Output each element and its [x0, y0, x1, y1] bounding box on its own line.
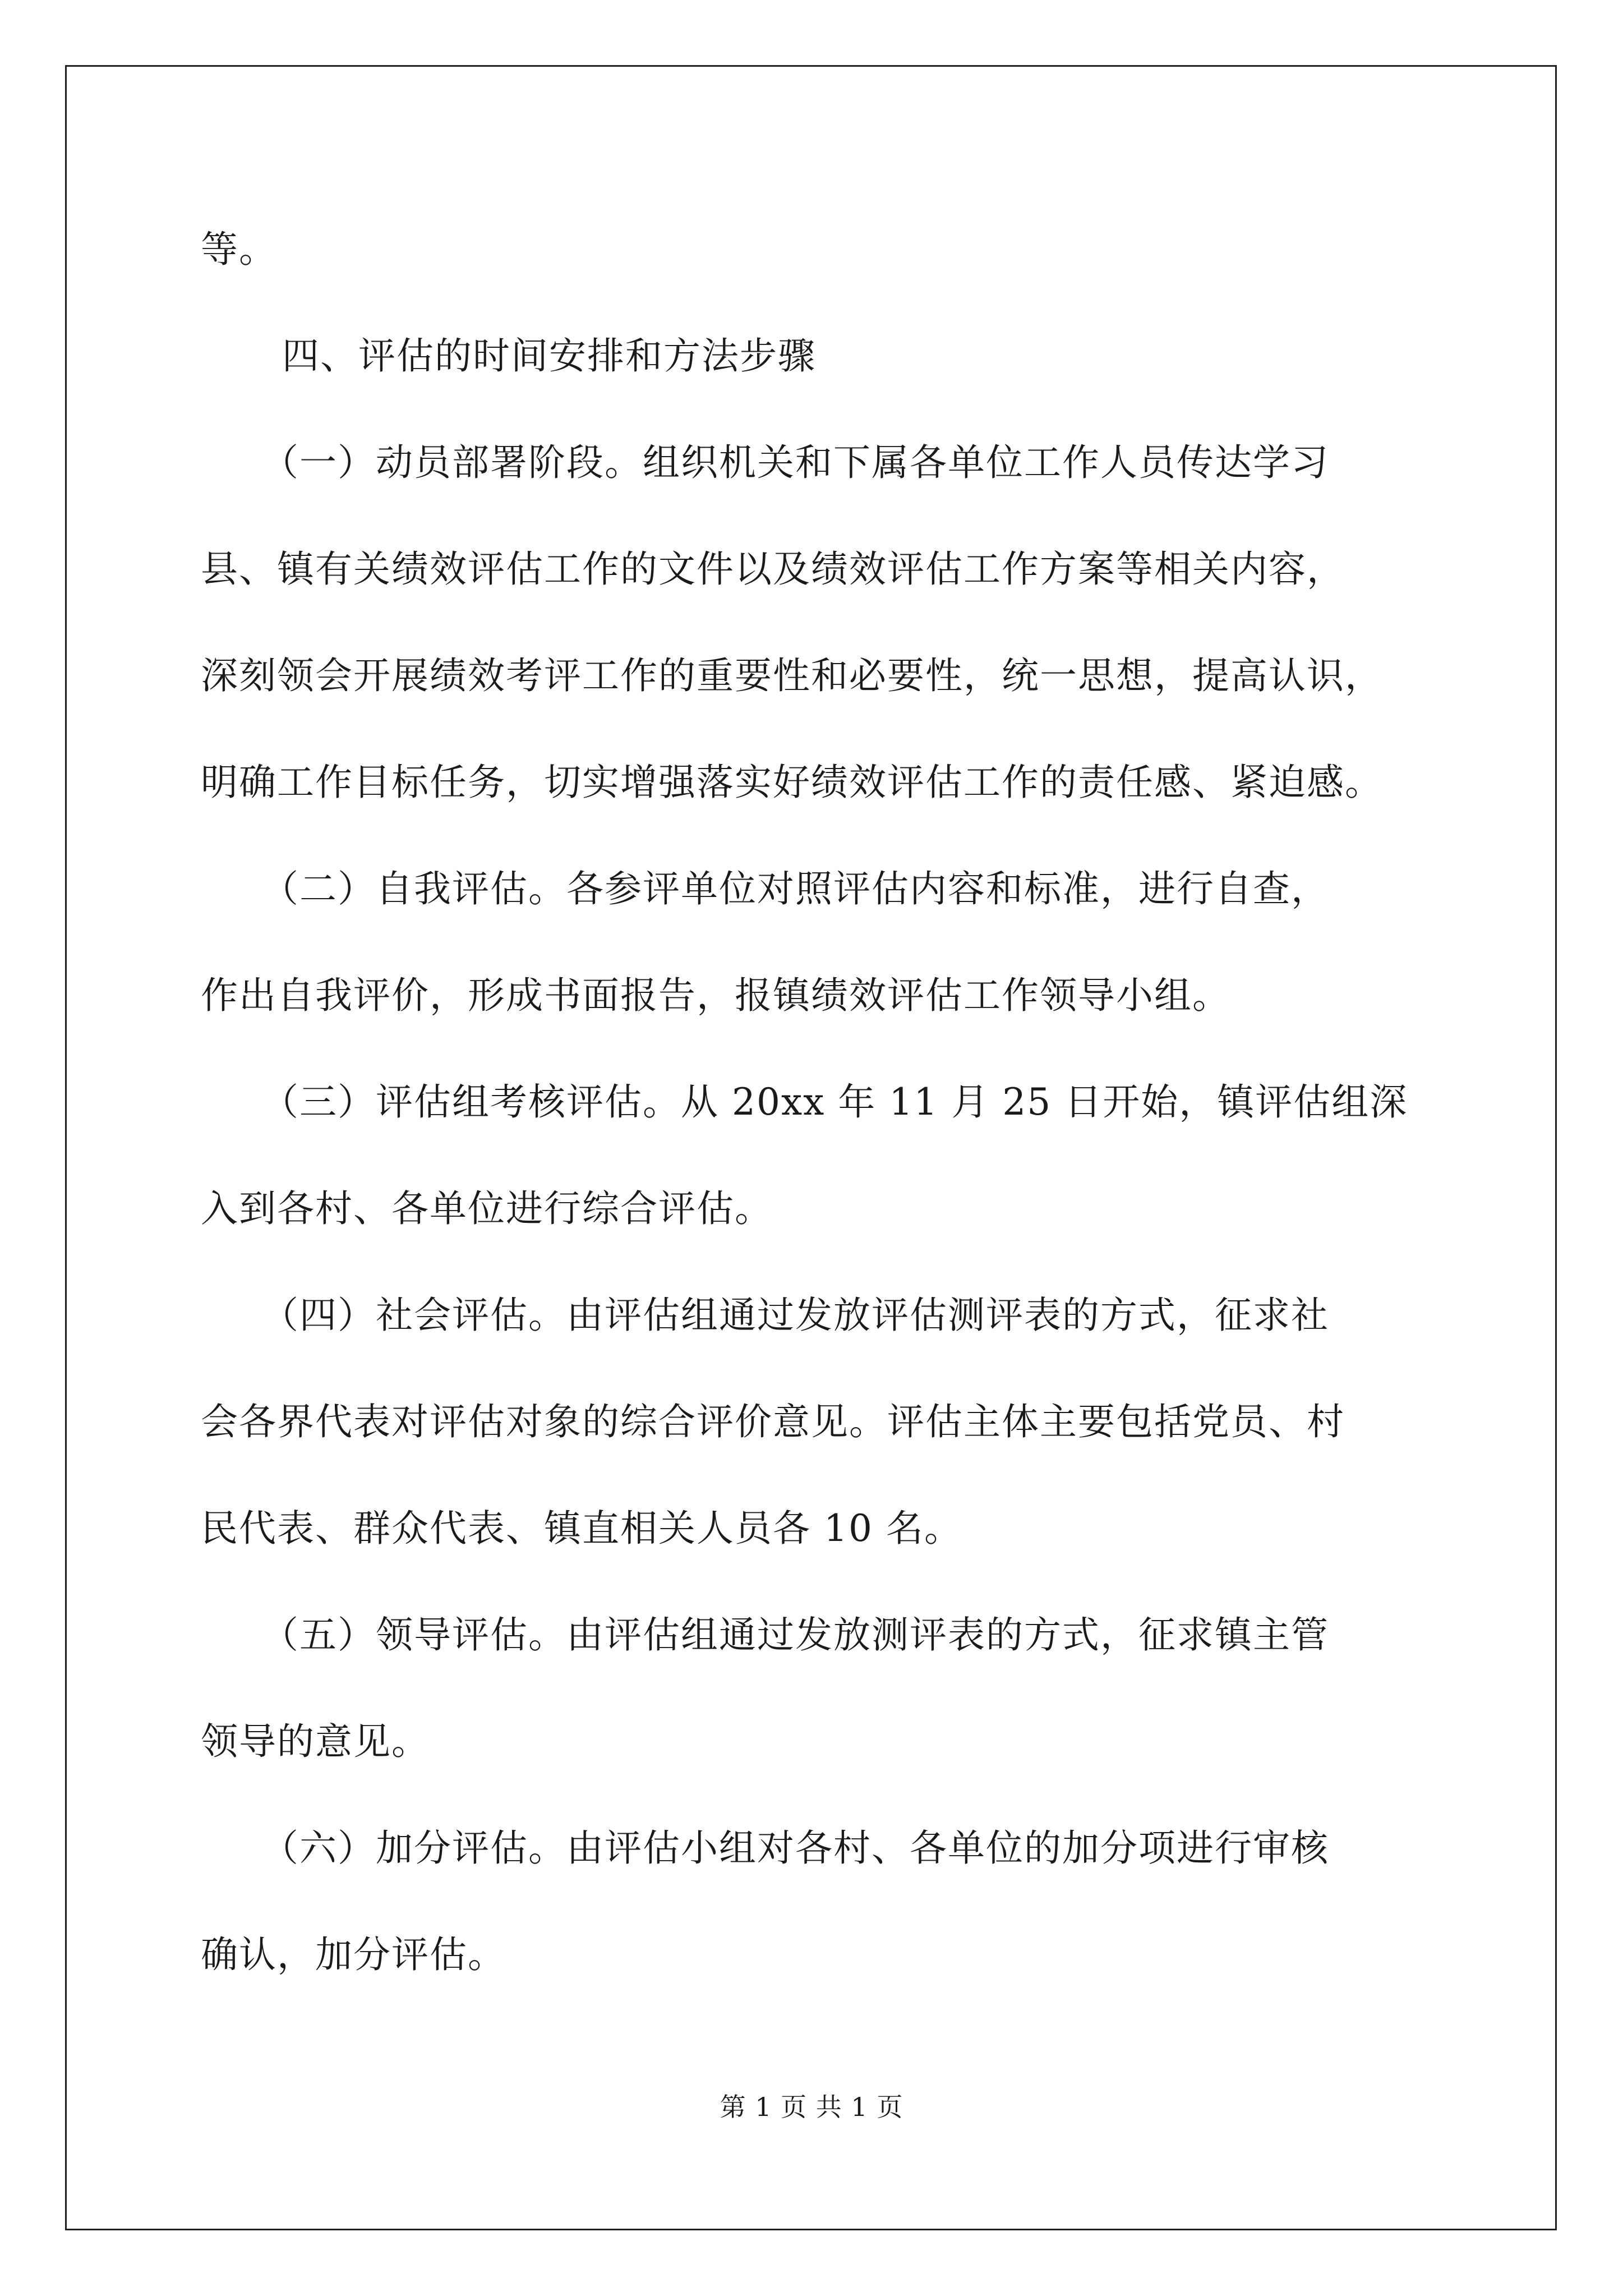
paragraph-line: 等。: [201, 228, 277, 271]
page-footer: 第 1 页 共 1 页: [720, 2092, 903, 2122]
page-border: [65, 65, 1557, 2230]
paragraph-line: （五）领导评估。由评估组通过发放测评表的方式，征求镇主管: [261, 1613, 1329, 1657]
paragraph-line: （四）社会评估。由评估组通过发放评估测评表的方式，征求社: [261, 1294, 1329, 1337]
paragraph-line: （一）动员部署阶段。组织机关和下属各单位工作人员传达学习: [261, 441, 1329, 484]
paragraph-line: 明确工作目标任务，切实增强落实好绩效评估工作的责任感、紧迫感。: [201, 761, 1383, 804]
paragraph-line: 确认，加分评估。: [201, 1933, 506, 1976]
paragraph-line: 作出自我评价，形成书面报告，报镇绩效评估工作领导小组。: [201, 974, 1230, 1017]
paragraph-line: （三）评估组考核评估。从 20xx 年 11 月 25 日开始，镇评估组深: [261, 1080, 1408, 1124]
paragraph-line: 县、镇有关绩效评估工作的文件以及绩效评估工作方案等相关内容，: [201, 547, 1345, 591]
paragraph-line: 会各界代表对评估对象的综合评价意见。评估主体主要包括党员、村: [201, 1400, 1345, 1443]
paragraph-line: 民代表、群众代表、镇直相关人员各 10 名。: [201, 1507, 962, 1550]
paragraph-line: 领导的意见。: [201, 1720, 430, 1763]
paragraph-line: 深刻领会开展绩效考评工作的重要性和必要性，统一思想，提高认识，: [201, 654, 1383, 697]
paragraph-line: （六）加分评估。由评估小组对各村、各单位的加分项进行审核: [261, 1826, 1329, 1870]
paragraph-line: （二）自我评估。各参评单位对照评估内容和标准，进行自查，: [261, 867, 1329, 910]
paragraph-line: 入到各村、各单位进行综合评估。: [201, 1187, 773, 1230]
section-heading: 四、评估的时间安排和方法步骤: [282, 334, 816, 378]
